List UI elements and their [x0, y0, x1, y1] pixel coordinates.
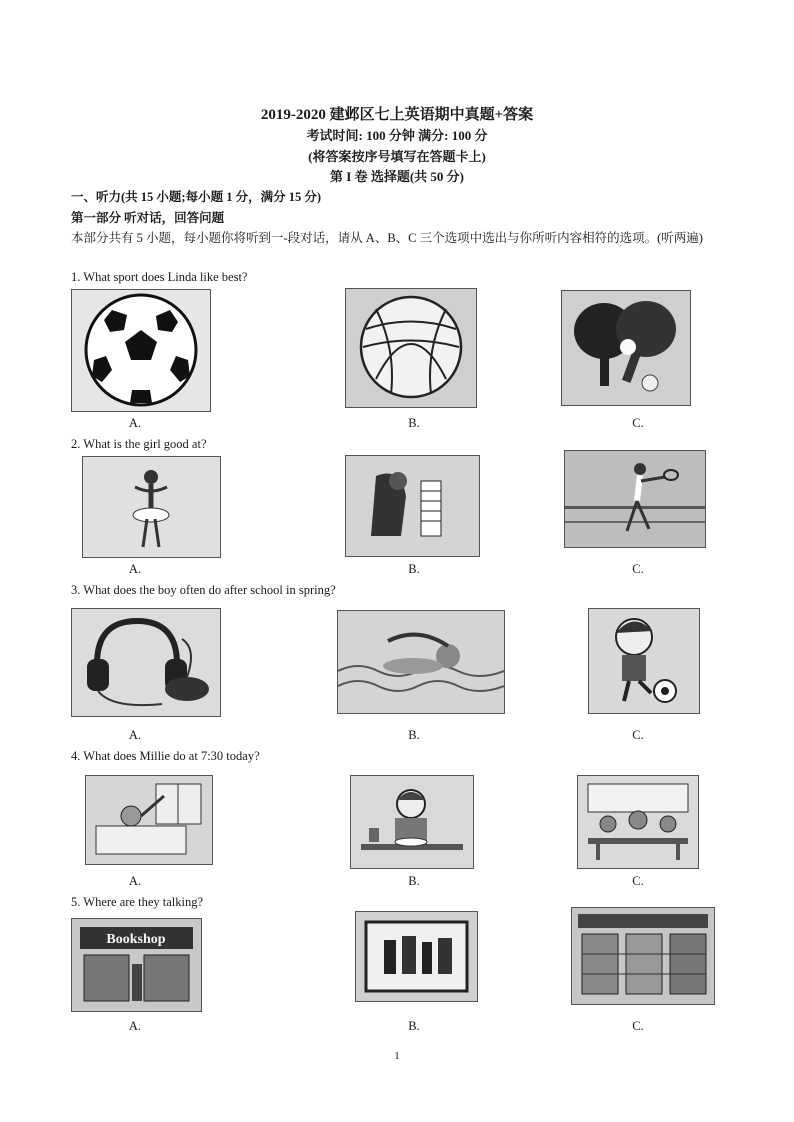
option-3b-label: B. — [408, 728, 420, 742]
tennis-player-icon — [564, 450, 706, 548]
section-subheading: 第一部分 听对话，回答问题 — [71, 211, 225, 225]
ballet-dancer-icon — [82, 456, 221, 558]
section-heading: 一、听力(共 15 小题;每小题 1 分，满分 15 分) — [71, 190, 321, 204]
bookshop-sign-text: Bookshop — [106, 932, 166, 947]
waking-up-icon — [85, 775, 213, 865]
option-5c-label: C. — [632, 1019, 644, 1033]
option-4c-label: C. — [632, 874, 644, 888]
part-title: 第 I 卷 选择题(共 50 分) — [330, 169, 464, 184]
option-5a-label: A. — [128, 1019, 142, 1033]
page-number: 1 — [394, 1050, 400, 1062]
soccer-ball-icon — [71, 289, 211, 412]
question-5: 5. Where are they talking? — [71, 895, 204, 909]
option-2b-label: B. — [408, 562, 420, 576]
question-4: 4. What does Millie do at 7:30 today? — [71, 749, 260, 763]
shop-interior-icon — [571, 907, 715, 1005]
eating-breakfast-icon — [350, 775, 474, 869]
option-3a-label: A. — [128, 728, 142, 742]
question-1: 1. What sport does Linda like best? — [71, 270, 248, 284]
headphones-icon — [71, 608, 221, 717]
classroom-icon — [577, 775, 699, 869]
bookshop-icon — [71, 918, 202, 1012]
section-description: 本部分共有 5 小题，每小题你将听到一-段对话，请从 A、B、C 三个选项中选出与你所听内容相符的选项。(听两遍) — [71, 231, 703, 245]
option-1b-label: B. — [408, 416, 420, 430]
sign-board-icon — [355, 911, 478, 1002]
question-3: 3. What does the boy often do after school in spring? — [71, 583, 336, 597]
volleyball-icon — [345, 288, 477, 408]
option-2a-label: A. — [128, 562, 142, 576]
question-2: 2. What is the girl good at? — [71, 437, 207, 451]
option-2c-label: C. — [632, 562, 644, 576]
ping-pong-icon — [561, 290, 691, 406]
option-1c-label: C. — [632, 416, 644, 430]
page-title: 2019-2020 建邺区七上英语期中真题+答案 — [260, 107, 534, 123]
boy-kicking-ball-icon — [588, 608, 700, 714]
option-4a-label: A. — [128, 874, 142, 888]
answer-instruction: (将答案按序号填写在答题卡上) — [308, 149, 486, 164]
option-4b-label: B. — [408, 874, 420, 888]
piano-player-icon — [345, 455, 480, 557]
swimmer-icon — [337, 610, 505, 714]
option-5b-label: B. — [408, 1019, 420, 1033]
option-1a-label: A. — [128, 416, 142, 430]
exam-info: 考试时间: 100 分钟 满分: 100 分 — [306, 128, 488, 143]
option-3c-label: C. — [632, 728, 644, 742]
